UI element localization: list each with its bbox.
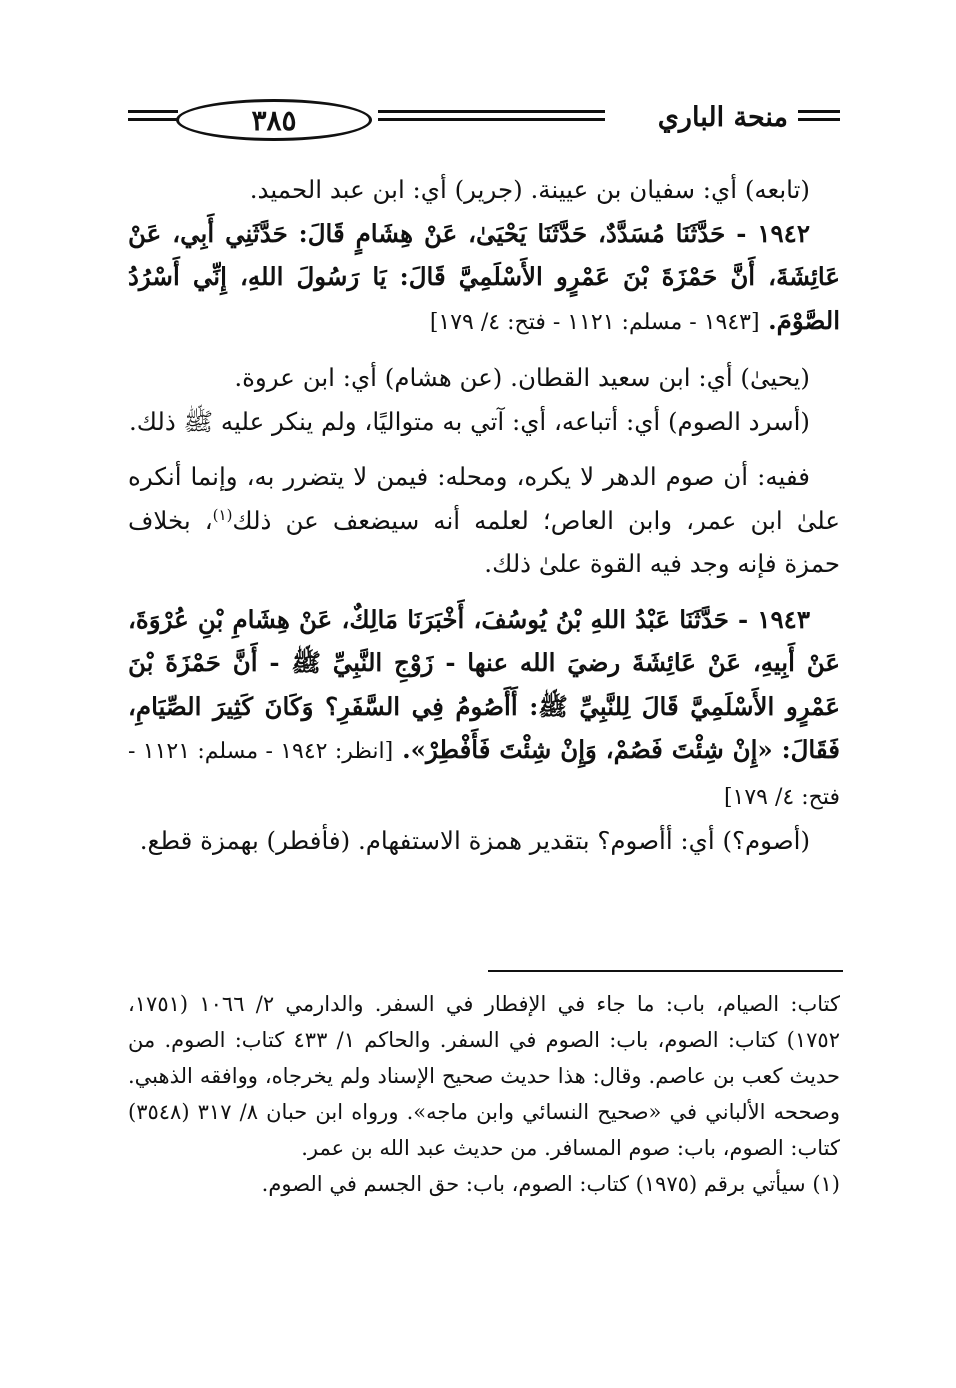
hadith-1943 — [128, 598, 840, 820]
running-header — [128, 96, 840, 148]
commentary-paragraph: (تابعه) أي: سفيان بن عيينة. (جرير) أي: ابن عبد الحميد. — [249, 175, 810, 204]
hadith-text: ١٩٤٣ - حَدَّثَنَا عَبْدُ اللهِ بْنُ يُوسُفَ، أَخْبَرَنَا مَالِكٌ، عَنْ هِشَامِ بْنِ عُرْوَةَ، عَنْ أَبِيهِ، عَنْ عَائِشَةَ رضيَ الله عنها - زَوْجِ النَّبِيِّ ﷺ - أَنَّ حَمْزَةَ بْنَ عَمْرٍو الأَسْلَمِيَّ قَالَ لِلنَّبِيِّ ﷺ: أَأَصُومُ فِي السَّفَرِ؟ وَكَانَ كَثِيرَ الصِّيَامِ، فَقَالَ: «إِنْ شِئْتَ فَصُمْ، وَإِنْ شِئْتَ فَأَفْطِرْ». — [128, 604, 840, 764]
main-text — [128, 168, 840, 863]
header-rule-right — [798, 110, 840, 126]
hadith-1942 — [128, 212, 840, 345]
commentary-paragraph: (أسرد الصوم) أي: أتباعه، أي: آتي به متواليًا، ولم ينكر عليه ﷺ ذلك. — [128, 406, 810, 436]
commentary-text: ، بخلاف حمزة فإنه وجد فيه القوة علىٰ ذلك. — [128, 505, 840, 578]
book-title: منحة الباري — [657, 102, 788, 133]
footnote-marker[interactable]: (١) — [212, 505, 233, 524]
page-number-oval — [176, 99, 372, 141]
commentary-paragraph: (يحيىٰ) أي: ابن سعيد القطان. (عن هشام) أي: ابن عروة. — [234, 363, 810, 392]
footnotes — [128, 986, 840, 1202]
footnote-continuation: كتاب: الصيام، باب: ما جاء في الإفطار في السفر. والدارمي ٢/ ١٠٦٦ (١٧٥١، ١٧٥٢) كتاب: الصوم، باب: الصوم في السفر. والحاكم ١/ ٤٣٣ كتاب: الصوم. من حديث كعب بن عاصم. وقال: هذا حديث صحيح الإسناد ولم يخرجاه، ووافقه الذهبي. وصححه الألباني في «صحيح النسائي وابن ماجه». ورواه ابن حبان ٨/ ٣١٧ (٣٥٤٨) كتاب: الصوم، باب: صوم المسافر. من حديث عبد الله بن عمر. — [128, 992, 840, 1160]
commentary-paragraph: (أصوم؟) أي: أأصوم؟ بتقدير همزة الاستفهام. (فأفطر) بهمزة قطع. — [139, 826, 810, 855]
page-number: ٣٨٥ — [251, 103, 297, 137]
header-rule-middle — [378, 110, 605, 126]
header-rule-left — [128, 110, 178, 126]
hadith-reference: [انظر: ١٩٤٢ - مسلم: ١١٢١ - فتح: ٤/ ١٧٩] — [128, 739, 840, 810]
hadith-text: ١٩٤٢ - حَدَّثَنَا مُسَدَّدٌ، حَدَّثَنَا يَحْيَىٰ، عَنْ هِشَامٍ قَالَ: حَدَّثَنِي أَبِي، عَنْ عَائِشَةَ، أَنَّ حَمْزَةَ بْنَ عَمْرٍو الأَسْلَمِيَّ قَالَ: يَا رَسُولَ اللهِ، إِنِّي أَسْرُدُ الصَّوْمَ. — [128, 218, 840, 335]
footnote-1: (١) سيأتي برقم (١٩٧٥) كتاب: الصوم، باب: حق الجسم في الصوم. — [261, 1172, 840, 1196]
footnote-separator — [488, 970, 843, 972]
hadith-reference: [١٩٤٣ - مسلم: ١١٢١ - فتح: ٤/ ١٧٩] — [429, 309, 760, 335]
commentary-paragraph — [128, 455, 840, 586]
commentary-text: ففيه: أن صوم الدهر لا يكره، ومحله: فيمن لا يتضرر به، وإنما أنكره علىٰ ابن عمر، وابن العاص؛ لعلمه أنه سيضعف عن ذلك — [128, 462, 840, 535]
